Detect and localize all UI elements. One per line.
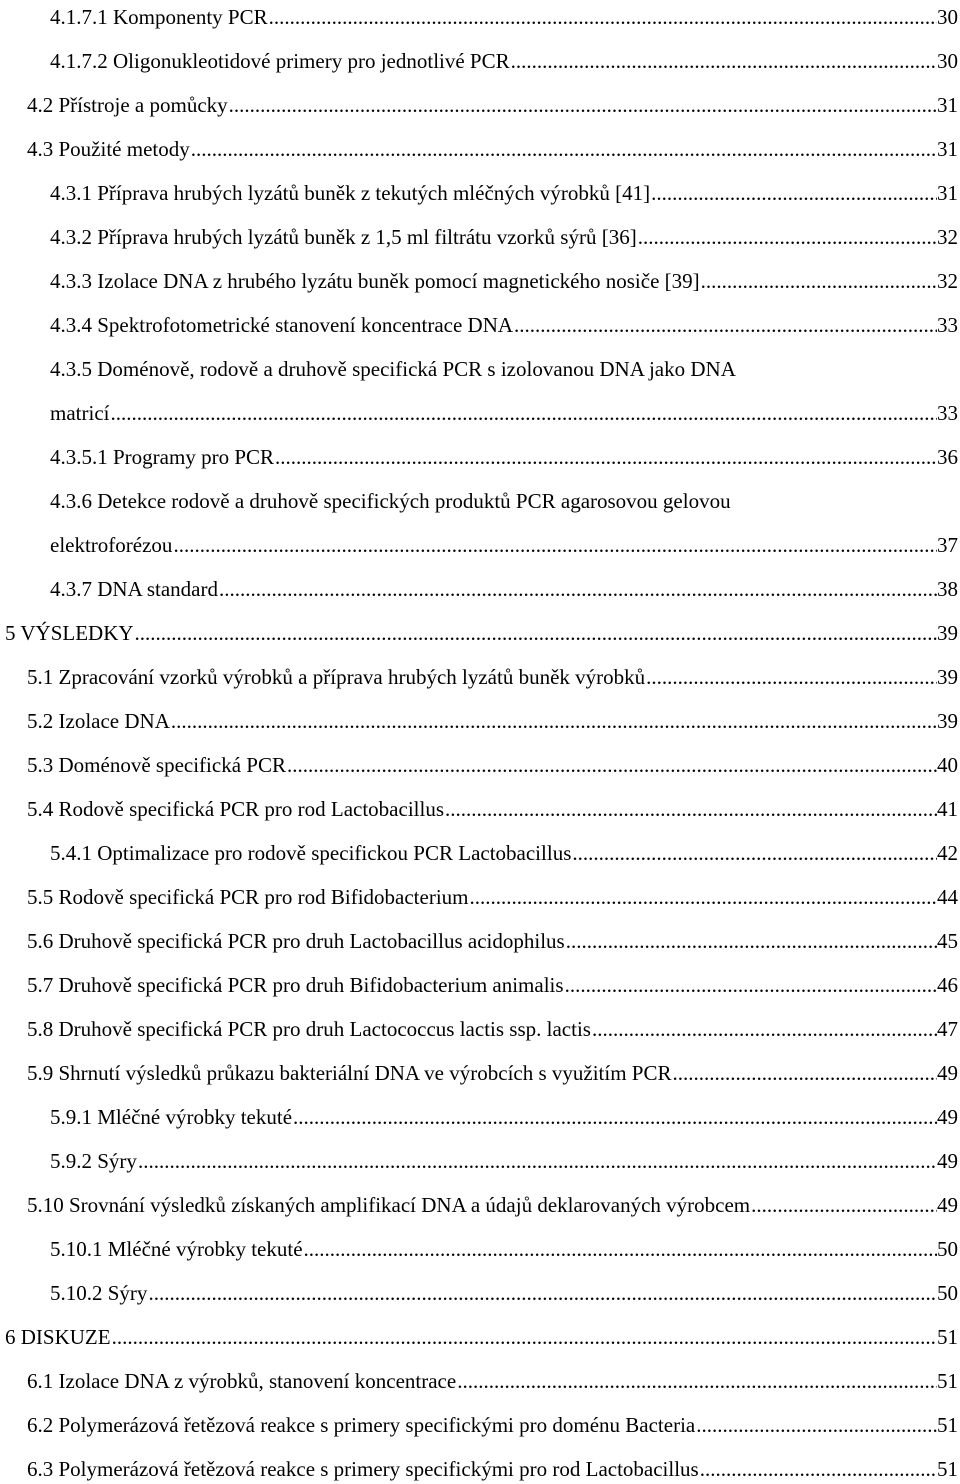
toc-entry-page-number: 32 bbox=[937, 225, 958, 249]
toc-entry-title: 4.3 Použité metody bbox=[27, 137, 190, 161]
toc-entry-page-number: 31 bbox=[937, 137, 958, 161]
toc-entry-page-number: 46 bbox=[937, 973, 958, 997]
toc-entry-page-number: 51 bbox=[937, 1369, 958, 1393]
toc-entry[interactable] bbox=[0, 266, 960, 296]
toc-entry-page-number: 50 bbox=[937, 1281, 958, 1305]
toc-entry-title: 6.2 Polymerázová řetězová reakce s primery specifickými pro doménu Bacteria bbox=[27, 1413, 696, 1437]
toc-entry[interactable] bbox=[0, 46, 960, 76]
dot-leader bbox=[646, 662, 937, 692]
toc-entry-title: 6 DISKUZE bbox=[5, 1325, 111, 1349]
dot-leader bbox=[275, 442, 937, 472]
toc-entry-page-number: 41 bbox=[937, 797, 958, 821]
dot-leader bbox=[219, 574, 937, 604]
toc-entry[interactable] bbox=[0, 662, 960, 692]
toc-entry-page-number: 37 bbox=[937, 533, 958, 557]
toc-entry-page-number: 30 bbox=[937, 49, 958, 73]
toc-entry-page-number: 39 bbox=[937, 709, 958, 733]
toc-entry-title: 5 VÝSLEDKY bbox=[5, 621, 134, 645]
toc-entry-title: 5.3 Doménově specifická PCR bbox=[27, 753, 286, 777]
toc-entry-page-number: 30 bbox=[937, 5, 958, 29]
toc-entry-page-number: 49 bbox=[937, 1105, 958, 1129]
dot-leader bbox=[696, 1410, 937, 1440]
toc-entry[interactable] bbox=[0, 1454, 960, 1484]
dot-leader bbox=[269, 2, 937, 32]
toc-entry-title: 5.4 Rodově specifická PCR pro rod Lactobacillus bbox=[27, 797, 444, 821]
toc-entry-page-number: 31 bbox=[937, 181, 958, 205]
toc-entry[interactable] bbox=[0, 838, 960, 868]
toc-entry[interactable] bbox=[0, 90, 960, 120]
toc-entry-page-number: 49 bbox=[937, 1193, 958, 1217]
toc-entry[interactable] bbox=[0, 1014, 960, 1044]
toc-entry-title: 5.2 Izolace DNA bbox=[27, 709, 170, 733]
toc-entry-title: 5.6 Druhově specifická PCR pro druh Lactobacillus acidophilus bbox=[27, 929, 565, 953]
toc-entry[interactable] bbox=[0, 310, 960, 340]
dot-leader bbox=[651, 178, 937, 208]
toc-entry-page-number: 51 bbox=[937, 1325, 958, 1349]
toc-entry[interactable] bbox=[0, 750, 960, 780]
toc-entry-page-number: 44 bbox=[937, 885, 958, 909]
toc-entry[interactable] bbox=[0, 1102, 960, 1132]
toc-entry-page-number: 38 bbox=[937, 577, 958, 601]
toc-entry-title: 4.3.3 Izolace DNA z hrubého lyzátu buněk pomocí magnetického nosiče [39] bbox=[50, 269, 700, 293]
toc-entry-title-continuation: matricí bbox=[50, 401, 110, 425]
dot-leader bbox=[293, 1102, 937, 1132]
toc-entry-title-continuation: elektroforézou bbox=[50, 533, 173, 557]
dot-leader bbox=[470, 882, 937, 912]
toc-entry[interactable] bbox=[0, 1366, 960, 1396]
toc-entry-title: 4.3.5 Doménově, rodově a druhově specifická PCR s izolovanou DNA jako DNA bbox=[50, 357, 736, 381]
toc-entry[interactable] bbox=[0, 1146, 960, 1176]
toc-entry[interactable] bbox=[0, 706, 960, 736]
toc-entry-title: 5.10.1 Mléčné výrobky tekuté bbox=[50, 1237, 303, 1261]
dot-leader bbox=[566, 926, 937, 956]
toc-entry-title: 4.3.4 Spektrofotometrické stanovení koncentrace DNA bbox=[50, 313, 514, 337]
toc-entry-title: 5.7 Druhově specifická PCR pro druh Bifidobacterium animalis bbox=[27, 973, 564, 997]
toc-entry-page-number: 31 bbox=[937, 93, 958, 117]
dot-leader bbox=[638, 222, 937, 252]
dot-leader bbox=[287, 750, 937, 780]
toc-entry-page-number: 51 bbox=[937, 1457, 958, 1481]
toc-entry[interactable] bbox=[0, 2, 960, 32]
dot-leader bbox=[592, 1014, 937, 1044]
toc-entry-page-number: 49 bbox=[937, 1061, 958, 1085]
toc-entry-page-number: 39 bbox=[937, 665, 958, 689]
dot-leader bbox=[191, 134, 937, 164]
dot-leader bbox=[135, 618, 937, 648]
toc-entry[interactable] bbox=[0, 486, 960, 560]
dot-leader bbox=[565, 970, 937, 1000]
toc-entry-title: 4.3.6 Detekce rodově a druhově specifických produktů PCR agarosovou gelovou bbox=[50, 489, 731, 513]
toc-entry[interactable] bbox=[0, 1058, 960, 1088]
dot-leader bbox=[148, 1278, 937, 1308]
toc-entry[interactable] bbox=[0, 970, 960, 1000]
toc-entry[interactable] bbox=[0, 442, 960, 472]
toc-entry-title: 5.10 Srovnání výsledků získaných amplifikací DNA a údajů deklarovaných výrobcem bbox=[27, 1193, 751, 1217]
toc-entry[interactable] bbox=[0, 882, 960, 912]
dot-leader bbox=[171, 706, 937, 736]
toc-entry[interactable] bbox=[0, 1234, 960, 1264]
toc-entry-title: 4.3.7 DNA standard bbox=[50, 577, 218, 601]
toc-entry-page-number: 39 bbox=[937, 621, 958, 645]
toc-entry[interactable] bbox=[0, 1278, 960, 1308]
dot-leader bbox=[110, 398, 937, 428]
toc-entry-page-number: 47 bbox=[937, 1017, 958, 1041]
dot-leader bbox=[700, 1454, 937, 1484]
toc-entry[interactable] bbox=[0, 178, 960, 208]
dot-leader bbox=[673, 1058, 938, 1088]
toc-entry-title: 4.3.2 Příprava hrubých lyzátů buněk z 1,5 ml filtrátu vzorků sýrů [36] bbox=[50, 225, 637, 249]
toc-entry-title: 6.3 Polymerázová řetězová reakce s primery specifickými pro rod Lactobacillus bbox=[27, 1457, 699, 1481]
dot-leader bbox=[229, 90, 937, 120]
toc-entry-page-number: 32 bbox=[937, 269, 958, 293]
toc-entry-title: 4.1.7.1 Komponenty PCR bbox=[50, 5, 268, 29]
toc-entry-page-number: 33 bbox=[937, 401, 958, 425]
toc-entry-title: 5.9.2 Sýry bbox=[50, 1149, 137, 1173]
dot-leader bbox=[304, 1234, 937, 1264]
dot-leader bbox=[751, 1190, 937, 1220]
dot-leader bbox=[445, 794, 937, 824]
dot-leader bbox=[457, 1366, 937, 1396]
toc-entry-title: 5.5 Rodově specifická PCR pro rod Bifidobacterium bbox=[27, 885, 469, 909]
dot-leader bbox=[173, 530, 937, 560]
toc-entry-page-number: 49 bbox=[937, 1149, 958, 1173]
toc-entry-page-number: 36 bbox=[937, 445, 958, 469]
toc-entry[interactable] bbox=[0, 794, 960, 824]
toc-entry-title: 5.1 Zpracování vzorků výrobků a příprava hrubých lyzátů buněk výrobků bbox=[27, 665, 646, 689]
dot-leader bbox=[701, 266, 937, 296]
dot-leader bbox=[514, 310, 937, 340]
toc-entry-page-number: 40 bbox=[937, 753, 958, 777]
dot-leader bbox=[138, 1146, 937, 1176]
toc-entry-title: 5.9.1 Mléčné výrobky tekuté bbox=[50, 1105, 293, 1129]
toc-entry-page-number: 50 bbox=[937, 1237, 958, 1261]
toc-entry-page-number: 45 bbox=[937, 929, 958, 953]
toc-entry[interactable] bbox=[0, 574, 960, 604]
toc-entry-title: 5.8 Druhově specifická PCR pro druh Lactococcus lactis ssp. lactis bbox=[27, 1017, 591, 1041]
toc-entry-title: 5.9 Shrnutí výsledků průkazu bakteriální DNA ve výrobcích s využitím PCR bbox=[27, 1061, 672, 1085]
toc-entry-title: 5.4.1 Optimalizace pro rodově specifickou PCR Lactobacillus bbox=[50, 841, 572, 865]
toc-entry-title: 4.1.7.2 Oligonukleotidové primery pro jednotlivé PCR bbox=[50, 49, 510, 73]
toc-entry[interactable] bbox=[0, 618, 960, 648]
toc-entry[interactable] bbox=[0, 354, 960, 428]
toc-entry-page-number: 42 bbox=[937, 841, 958, 865]
toc-entry-title: 6.1 Izolace DNA z výrobků, stanovení koncentrace bbox=[27, 1369, 457, 1393]
toc-entry-page-number: 51 bbox=[937, 1413, 958, 1437]
toc-entry[interactable] bbox=[0, 1410, 960, 1440]
toc-entry-title: 4.3.1 Příprava hrubých lyzátů buněk z tekutých mléčných výrobků [41] bbox=[50, 181, 651, 205]
dot-leader bbox=[572, 838, 937, 868]
toc-entry[interactable] bbox=[0, 926, 960, 956]
dot-leader bbox=[112, 1322, 937, 1352]
toc-entry-title: 4.2 Přístroje a pomůcky bbox=[27, 93, 228, 117]
toc-entry-page-number: 33 bbox=[937, 313, 958, 337]
dot-leader bbox=[511, 46, 937, 76]
toc-entry[interactable] bbox=[0, 222, 960, 252]
toc-entry[interactable] bbox=[0, 1322, 960, 1352]
toc-entry[interactable] bbox=[0, 134, 960, 164]
toc-entry[interactable] bbox=[0, 1190, 960, 1220]
toc-entry-title: 5.10.2 Sýry bbox=[50, 1281, 148, 1305]
toc-entry-title: 4.3.5.1 Programy pro PCR bbox=[50, 445, 275, 469]
